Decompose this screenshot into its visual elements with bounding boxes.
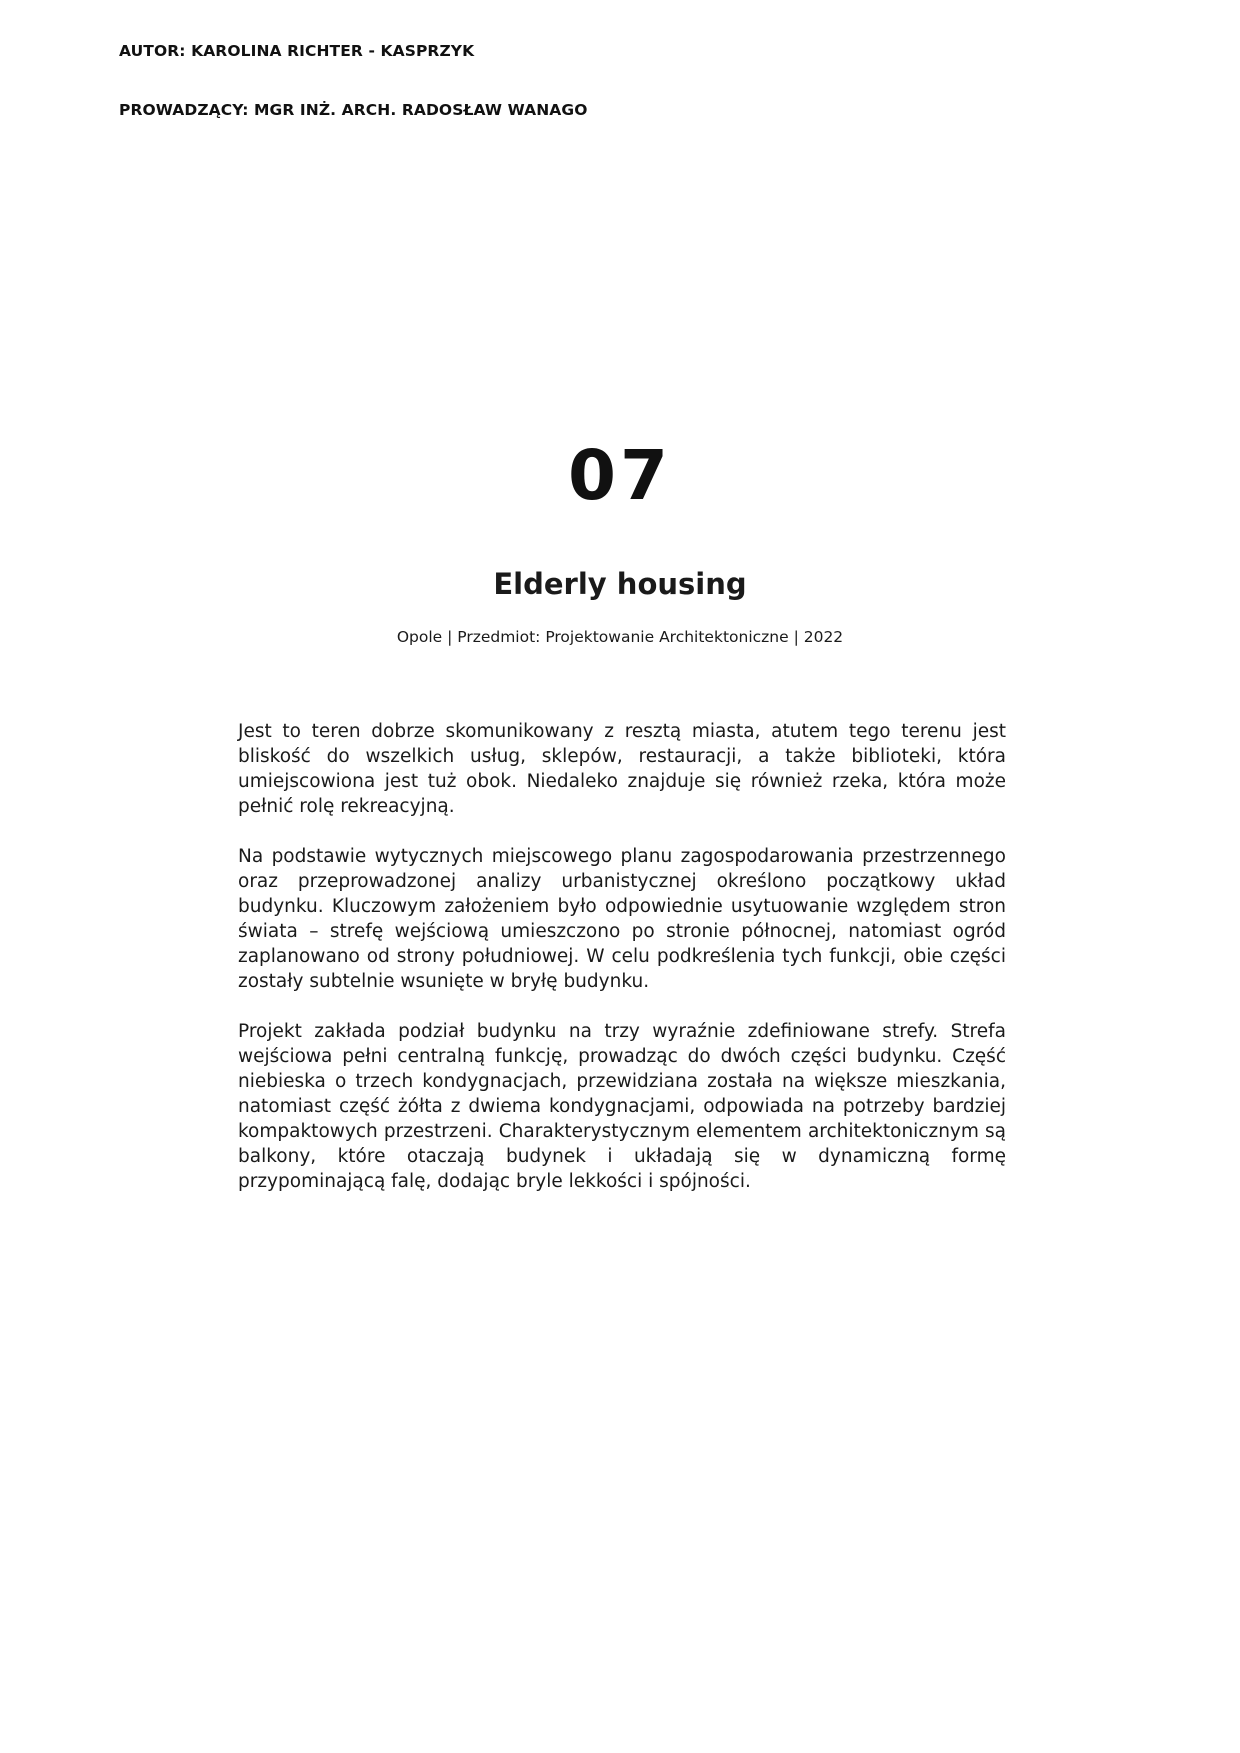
paragraph-zones: Projekt zakłada podział budynku na trzy wyraźnie zdefiniowane strefy. Strefa wejściowa pełni centralną funkcję, prowadząc do dwóch części budynku. Część niebieska o trzech kondygnacjach, przewidziana została na większe mieszkania, natomiast część żółta z dwiema kondygnacjami, odpowiada na potrzeby bardziej kompaktowych przestrzeni. Charakterystycznym elementem architektonicznym są balkony, które otaczają budynek i układają się w dynamiczną formę przypominającą falę, dodając bryle lekkości i spójności. <box>238 1021 1006 1192</box>
supervisor-line: PROWADZĄCY: MGR INŻ. ARCH. RADOSŁAW WANAGO <box>119 101 588 119</box>
project-description <box>238 719 1006 1219</box>
paragraph-layout: Na podstawie wytycznych miejscowego planu zagospodarowania przestrzennego oraz przeprowadzonej analizy urbanistycznej określono początkowy układ budynku. Kluczowym założeniem było odpowiednie usytuowanie względem stron świata – strefę wejściową umieszczono po stronie północnej, natomiast ogród zaplanowano od strony południowej. W celu podkreślenia tych funkcji, obie części zostały subtelnie wsunięte w bryłę budynku. <box>238 846 1006 992</box>
project-subtitle: Opole | Przedmiot: Projektowanie Architektoniczne | 2022 <box>396 628 844 646</box>
paragraph-site: Jest to teren dobrze skomunikowany z resztą miasta, atutem tego terenu jest bliskość do wszelkich usług, sklepów, restauracji, a także biblioteki, która umiejscowiona jest tuż obok. Niedaleko znajduje się również rzeka, która może pełnić rolę rekreacyjną. <box>238 721 1006 817</box>
author-line: AUTOR: KAROLINA RICHTER - KASPRZYK <box>119 42 475 60</box>
section-number: 07 <box>567 436 673 516</box>
project-title: Elderly housing <box>493 567 747 601</box>
